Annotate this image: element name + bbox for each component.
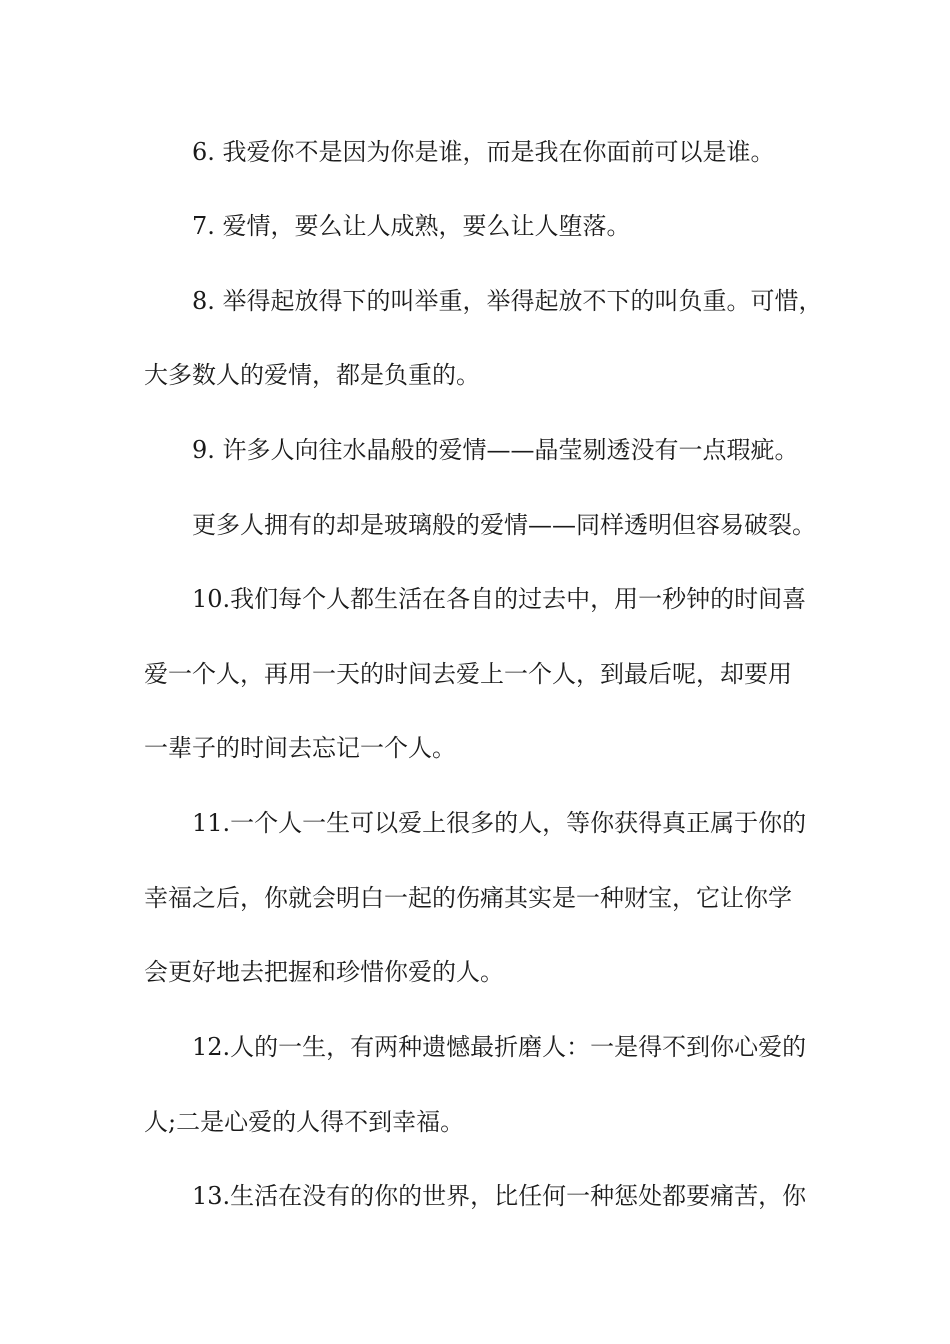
paragraph-8-line-1: 8. 举得起放得下的叫举重，举得起放不下的叫负重。可惜， — [192, 287, 823, 315]
paragraph-10-line-1: 10.我们每个人都生活在各自的过去中，用一秒钟的时间喜 — [192, 585, 807, 613]
paragraph-11-line-3: 会更好地去把握和珍惜你爱的人。 — [144, 958, 504, 986]
paragraph-7-line-1: 7. 爱情，要么让人成熟，要么让人堕落。 — [192, 212, 631, 240]
paragraph-12-line-1: 12.人的一生，有两种遗憾最折磨人：一是得不到你心爱的 — [192, 1033, 807, 1061]
paragraph-6-line-1: 6. 我爱你不是因为你是谁，而是我在你面前可以是谁。 — [192, 138, 775, 166]
paragraph-10-line-2: 爱一个人，再用一天的时间去爱上一个人，到最后呢，却要用 — [144, 660, 792, 688]
paragraph-10-line-3: 一辈子的时间去忘记一个人。 — [144, 734, 456, 762]
paragraph-11-line-1: 11.一个人一生可以爱上很多的人，等你获得真正属于你的 — [192, 809, 807, 837]
paragraph-13-line-1: 13.生活在没有的你的世界，比任何一种惩处都要痛苦，你 — [192, 1182, 807, 1210]
paragraph-9-line-2: 更多人拥有的却是玻璃般的爱情——同样透明但容易破裂。 — [192, 511, 816, 539]
paragraph-12-line-2: 人;二是心爱的人得不到幸福。 — [144, 1108, 465, 1136]
paragraph-8-line-2: 大多数人的爱情，都是负重的。 — [144, 361, 480, 389]
paragraph-11-line-2: 幸福之后，你就会明白一起的伤痛其实是一种财宝，它让你学 — [144, 884, 792, 912]
paragraph-9-line-1: 9. 许多人向往水晶般的爱情——晶莹剔透没有一点瑕疵。 — [192, 436, 799, 464]
